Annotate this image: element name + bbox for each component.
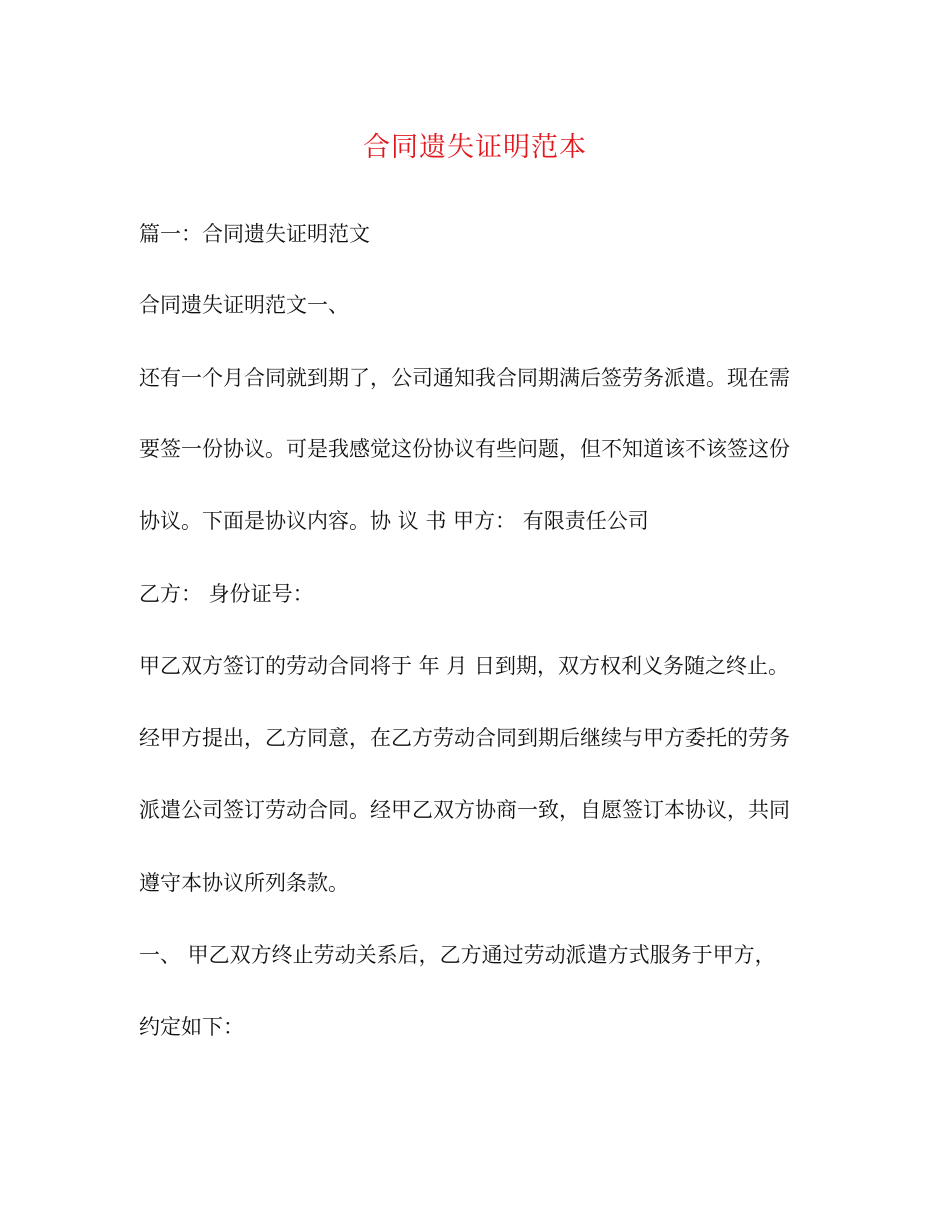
text-line: 要签一份协议。可是我感觉这份协议有些问题，但不知道该不该签这份 xyxy=(139,437,790,461)
text-line: 还有一个月合同就到期了，公司通知我合同期满后签劳务派遣。现在需 xyxy=(139,366,790,390)
text-line: 约定如下： xyxy=(139,1015,244,1039)
text-line: 协议。下面是协议内容。协 议 书 甲方： 有限责任公司 xyxy=(139,509,649,533)
text-line: 派遣公司签订劳动合同。经甲乙双方协商一致，自愿签订本协议，共同 xyxy=(139,798,790,822)
text-line: 经甲方提出，乙方同意，在乙方劳动合同到期后继续与甲方委托的劳务 xyxy=(139,726,790,750)
text-line: 遵守本协议所列条款。 xyxy=(139,871,349,895)
text-line: 合同遗失证明范文一、 xyxy=(139,293,349,317)
text-line: 篇一：合同遗失证明范文 xyxy=(139,222,370,246)
text-line: 乙方： 身份证号： xyxy=(139,582,314,606)
document-title: 合同遗失证明范本 xyxy=(363,132,587,163)
text-line: 一、 甲乙双方终止劳动关系后，乙方通过劳动派遣方式服务于甲方， xyxy=(139,943,776,967)
text-line: 甲乙双方签订的劳动合同将于 年 月 日到期，双方权利义务随之终止。 xyxy=(139,654,790,678)
